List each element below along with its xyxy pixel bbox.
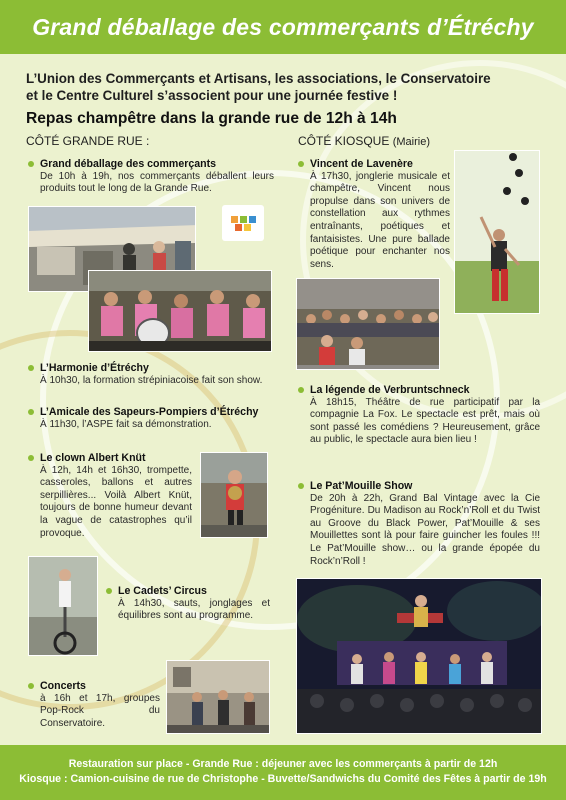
page-title: Grand déballage des commerçants d’Étréchy [32,13,534,40]
intro-text [26,70,546,104]
concert-photo [166,660,270,734]
left-column-heading: CÔTÉ GRANDE RUE : [26,134,150,148]
event-title [298,158,450,171]
bullet-icon [28,455,34,461]
right-column-heading-main: CÔTÉ KIOSQUE [298,134,390,148]
event-title-text: Le Cadets’ Circus [118,585,207,597]
intro-line: et le Centre Culturel s’associent pour une journée festive ! [26,88,398,103]
top-banner [0,0,566,54]
event-title-text: Le Pat’Mouille Show [310,480,413,492]
event-title [298,480,540,493]
footer-line: Kiosque : Camion-cuisine de rue de Christophe - Buvette/Sandwichs du Comité des Fêtes à partir de 19h [19,773,547,785]
event-item [28,158,274,196]
event-item [28,406,284,431]
event-desc: À 18h15, Théâtre de rue participatif par la compagnie La Fox. Le spectacle est prêt, mais où sont passé les comédiens ? Heureusement, grâce au public, le spectacle aura bien lieu ! [310,396,540,446]
theatre-photo [296,278,440,370]
right-column-heading-extra: (Mairie) [392,136,430,148]
event-item [28,362,274,387]
event-title-text: Grand déballage des commerçants [40,158,217,170]
bullet-icon [28,161,34,167]
event-desc: à 16h et 17h, groupes Pop-Rock du Conservatoire. [40,692,160,729]
event-title [28,680,160,693]
event-title-text: La légende de Verbruntschneck [310,384,470,396]
juggler-photo [454,150,540,314]
event-item [28,452,192,540]
association-logo [222,205,264,241]
event-title [298,384,540,397]
intro-line: L’Union des Commerçants et Artisans, les associations, le Conservatoire [26,71,491,86]
clown-photo [200,452,268,538]
event-title [28,158,274,171]
bullet-icon [298,387,304,393]
right-column-heading [298,134,430,148]
event-desc: À 11h30, l’ASPE fait sa démonstration. [40,418,212,430]
event-title-text: Vincent de Lavenère [310,158,413,170]
bullet-icon [106,588,112,594]
event-title-text: L’Amicale des Sapeurs-Pompiers d’Étréchy [40,406,259,418]
bullet-icon [28,365,34,371]
event-item [298,480,540,568]
event-desc: À 10h30, la formation strépiniacoise fait son show. [40,374,263,386]
footer-line: Restauration sur place - Grande Rue : déjeuner avec les commerçants à partir de 12h [68,758,498,770]
circus-photo [28,556,98,656]
event-desc: De 10h à 19h, nos commerçants déballent leurs produits tout le long de la Grande Rue. [40,170,274,195]
event-desc: À 17h30, jonglerie musicale et champêtre, Vincent nous propulse dans son univers de constellation aux rythmes entraînants, poétiques et fantaisistes. Une pure ballade poétique pour enchanter nos sens. [310,170,450,270]
event-title [106,585,270,598]
event-title [28,362,274,375]
bullet-icon [28,683,34,689]
harmonie-photo [88,270,272,352]
bullet-icon [28,409,34,415]
bullet-icon [298,483,304,489]
event-title-text: Le clown Albert Knüt [40,452,146,464]
event-item [106,585,270,623]
event-desc: De 20h à 22h, Grand Bal Vintage avec la Cie Progéniture. Du Madison au Rock’n’Roll et du Twist au Groove du Black Power, Pat’Mouille & ses Mouillettes sont là pour faire guincher les foules !!! Le Pat’Mouille show… ou la grande épopée du Rock’n’Roll ! [310,492,540,567]
event-title-text: Concerts [40,680,86,692]
event-item [298,158,450,271]
event-desc: À 12h, 14h et 16h30, trompette, casseroles, ballons et autres serpillières... Voilà Albert Knüt, toujours de bonne humeur devant la vague de catastrophes qu’il provoque. [40,464,192,539]
show-photo [296,578,542,734]
event-item [298,384,540,447]
subtitle: Repas champêtre dans la grande rue de 12h à 14h [26,110,397,127]
event-item [28,680,160,730]
bullet-icon [298,161,304,167]
footer-banner [0,745,566,800]
event-title [28,406,284,419]
event-title-text: L’Harmonie d’Étréchy [40,362,149,374]
event-title [28,452,192,465]
event-desc: À 14h30, sauts, jonglages et équilibres sont au programme. [118,597,270,622]
